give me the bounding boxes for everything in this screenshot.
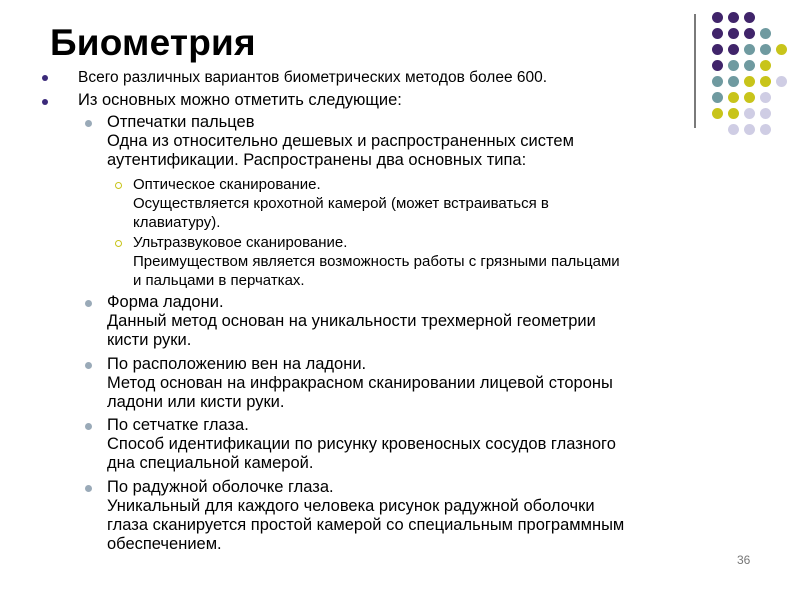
bullet-line: Уникальный для каждого человека рисунок радужной оболочки — [107, 497, 595, 515]
decorative-dot — [712, 92, 723, 103]
bullet-marker — [115, 240, 122, 247]
bullet-item — [78, 68, 547, 87]
bullet-marker — [85, 485, 92, 492]
decorative-dot — [744, 60, 755, 71]
decorative-dot — [728, 92, 739, 103]
bullet-line: Форма ладони. — [107, 293, 224, 311]
decorative-dot — [728, 76, 739, 87]
decorative-dot — [712, 28, 723, 39]
decorative-dot — [712, 76, 723, 87]
bullet-line: Метод основан на инфракрасном сканировании лицевой стороны — [107, 374, 613, 392]
bullet-line: По расположению вен на ладони. — [107, 355, 367, 373]
bullet-line: Данный метод основан на уникальности трехмерной геометрии — [107, 312, 596, 330]
bullet-line: аутентификации. Распространены два основных типа: — [107, 151, 527, 169]
bullet-line: По радужной оболочке глаза. — [107, 478, 334, 496]
decorative-dot — [728, 124, 739, 135]
bullet-item — [107, 478, 624, 554]
bullet-line: и пальцами в перчатках. — [133, 272, 305, 289]
decorative-dot — [744, 76, 755, 87]
decorative-dot — [744, 108, 755, 119]
decorative-dot — [728, 44, 739, 55]
decorative-dot — [760, 28, 771, 39]
bullet-marker — [115, 182, 122, 189]
bullet-marker — [42, 75, 48, 81]
bullet-line: дна специальной камерой. — [107, 454, 314, 472]
bullet-line: Способ идентификации по рисунку кровеносных сосудов глазного — [107, 435, 616, 453]
bullet-marker — [42, 99, 48, 105]
bullet-line: ладони или кисти руки. — [107, 393, 285, 411]
bullet-line: Преимуществом является возможность работы с грязными пальцами — [133, 253, 620, 270]
decorative-dot — [728, 60, 739, 71]
decorative-dot — [744, 92, 755, 103]
bullet-line: Отпечатки пальцев — [107, 113, 255, 131]
bullet-line: Из основных можно отметить следующие: — [78, 91, 402, 109]
decorative-dot — [760, 124, 771, 135]
bullet-item — [133, 175, 549, 232]
decorative-dot — [760, 44, 771, 55]
bullet-marker — [85, 120, 92, 127]
bullet-line: глаза сканируется простой камерой со специальным программным — [107, 516, 625, 534]
decorative-dot — [744, 44, 755, 55]
bullet-line: Осуществляется крохотной камерой (может встраиваться в — [133, 195, 549, 212]
decorative-dot — [776, 44, 787, 55]
decorative-dot — [776, 76, 787, 87]
decorative-dot — [760, 60, 771, 71]
decorative-dot — [712, 108, 723, 119]
decorative-dot — [760, 92, 771, 103]
bullet-item — [107, 416, 616, 473]
bullet-item — [78, 91, 402, 110]
bullet-line: клавиатуру). — [133, 214, 221, 231]
decorative-dot — [712, 12, 723, 23]
decorative-divider-line — [694, 14, 696, 128]
bullet-marker — [85, 300, 92, 307]
bullet-line: Одна из относительно дешевых и распространенных систем — [107, 132, 574, 150]
decorative-dot — [712, 60, 723, 71]
bullet-item — [107, 113, 574, 170]
page-number: 36 — [737, 553, 751, 567]
decorative-dot — [744, 28, 755, 39]
decorative-dot — [744, 124, 755, 135]
decorative-dot — [712, 44, 723, 55]
bullet-marker — [85, 362, 92, 369]
decorative-dot — [760, 108, 771, 119]
decorative-dot — [728, 28, 739, 39]
bullet-item — [107, 293, 596, 350]
bullet-line: кисти руки. — [107, 331, 192, 349]
decorative-dot — [760, 76, 771, 87]
bullet-line: По сетчатке глаза. — [107, 416, 249, 434]
decorative-dot — [744, 12, 755, 23]
decorative-dot — [728, 108, 739, 119]
decorative-dot — [728, 12, 739, 23]
bullet-line: Ультразвуковое сканирование. — [133, 234, 348, 251]
slide-title: Биометрия — [50, 22, 256, 63]
bullet-line: Оптическое сканирование. — [133, 176, 321, 193]
bullet-item — [133, 233, 620, 290]
bullet-line: обеспечением. — [107, 535, 222, 553]
bullet-item — [107, 355, 613, 412]
bullet-marker — [85, 423, 92, 430]
bullet-line: Всего различных вариантов биометрических методов более 600. — [78, 69, 548, 86]
